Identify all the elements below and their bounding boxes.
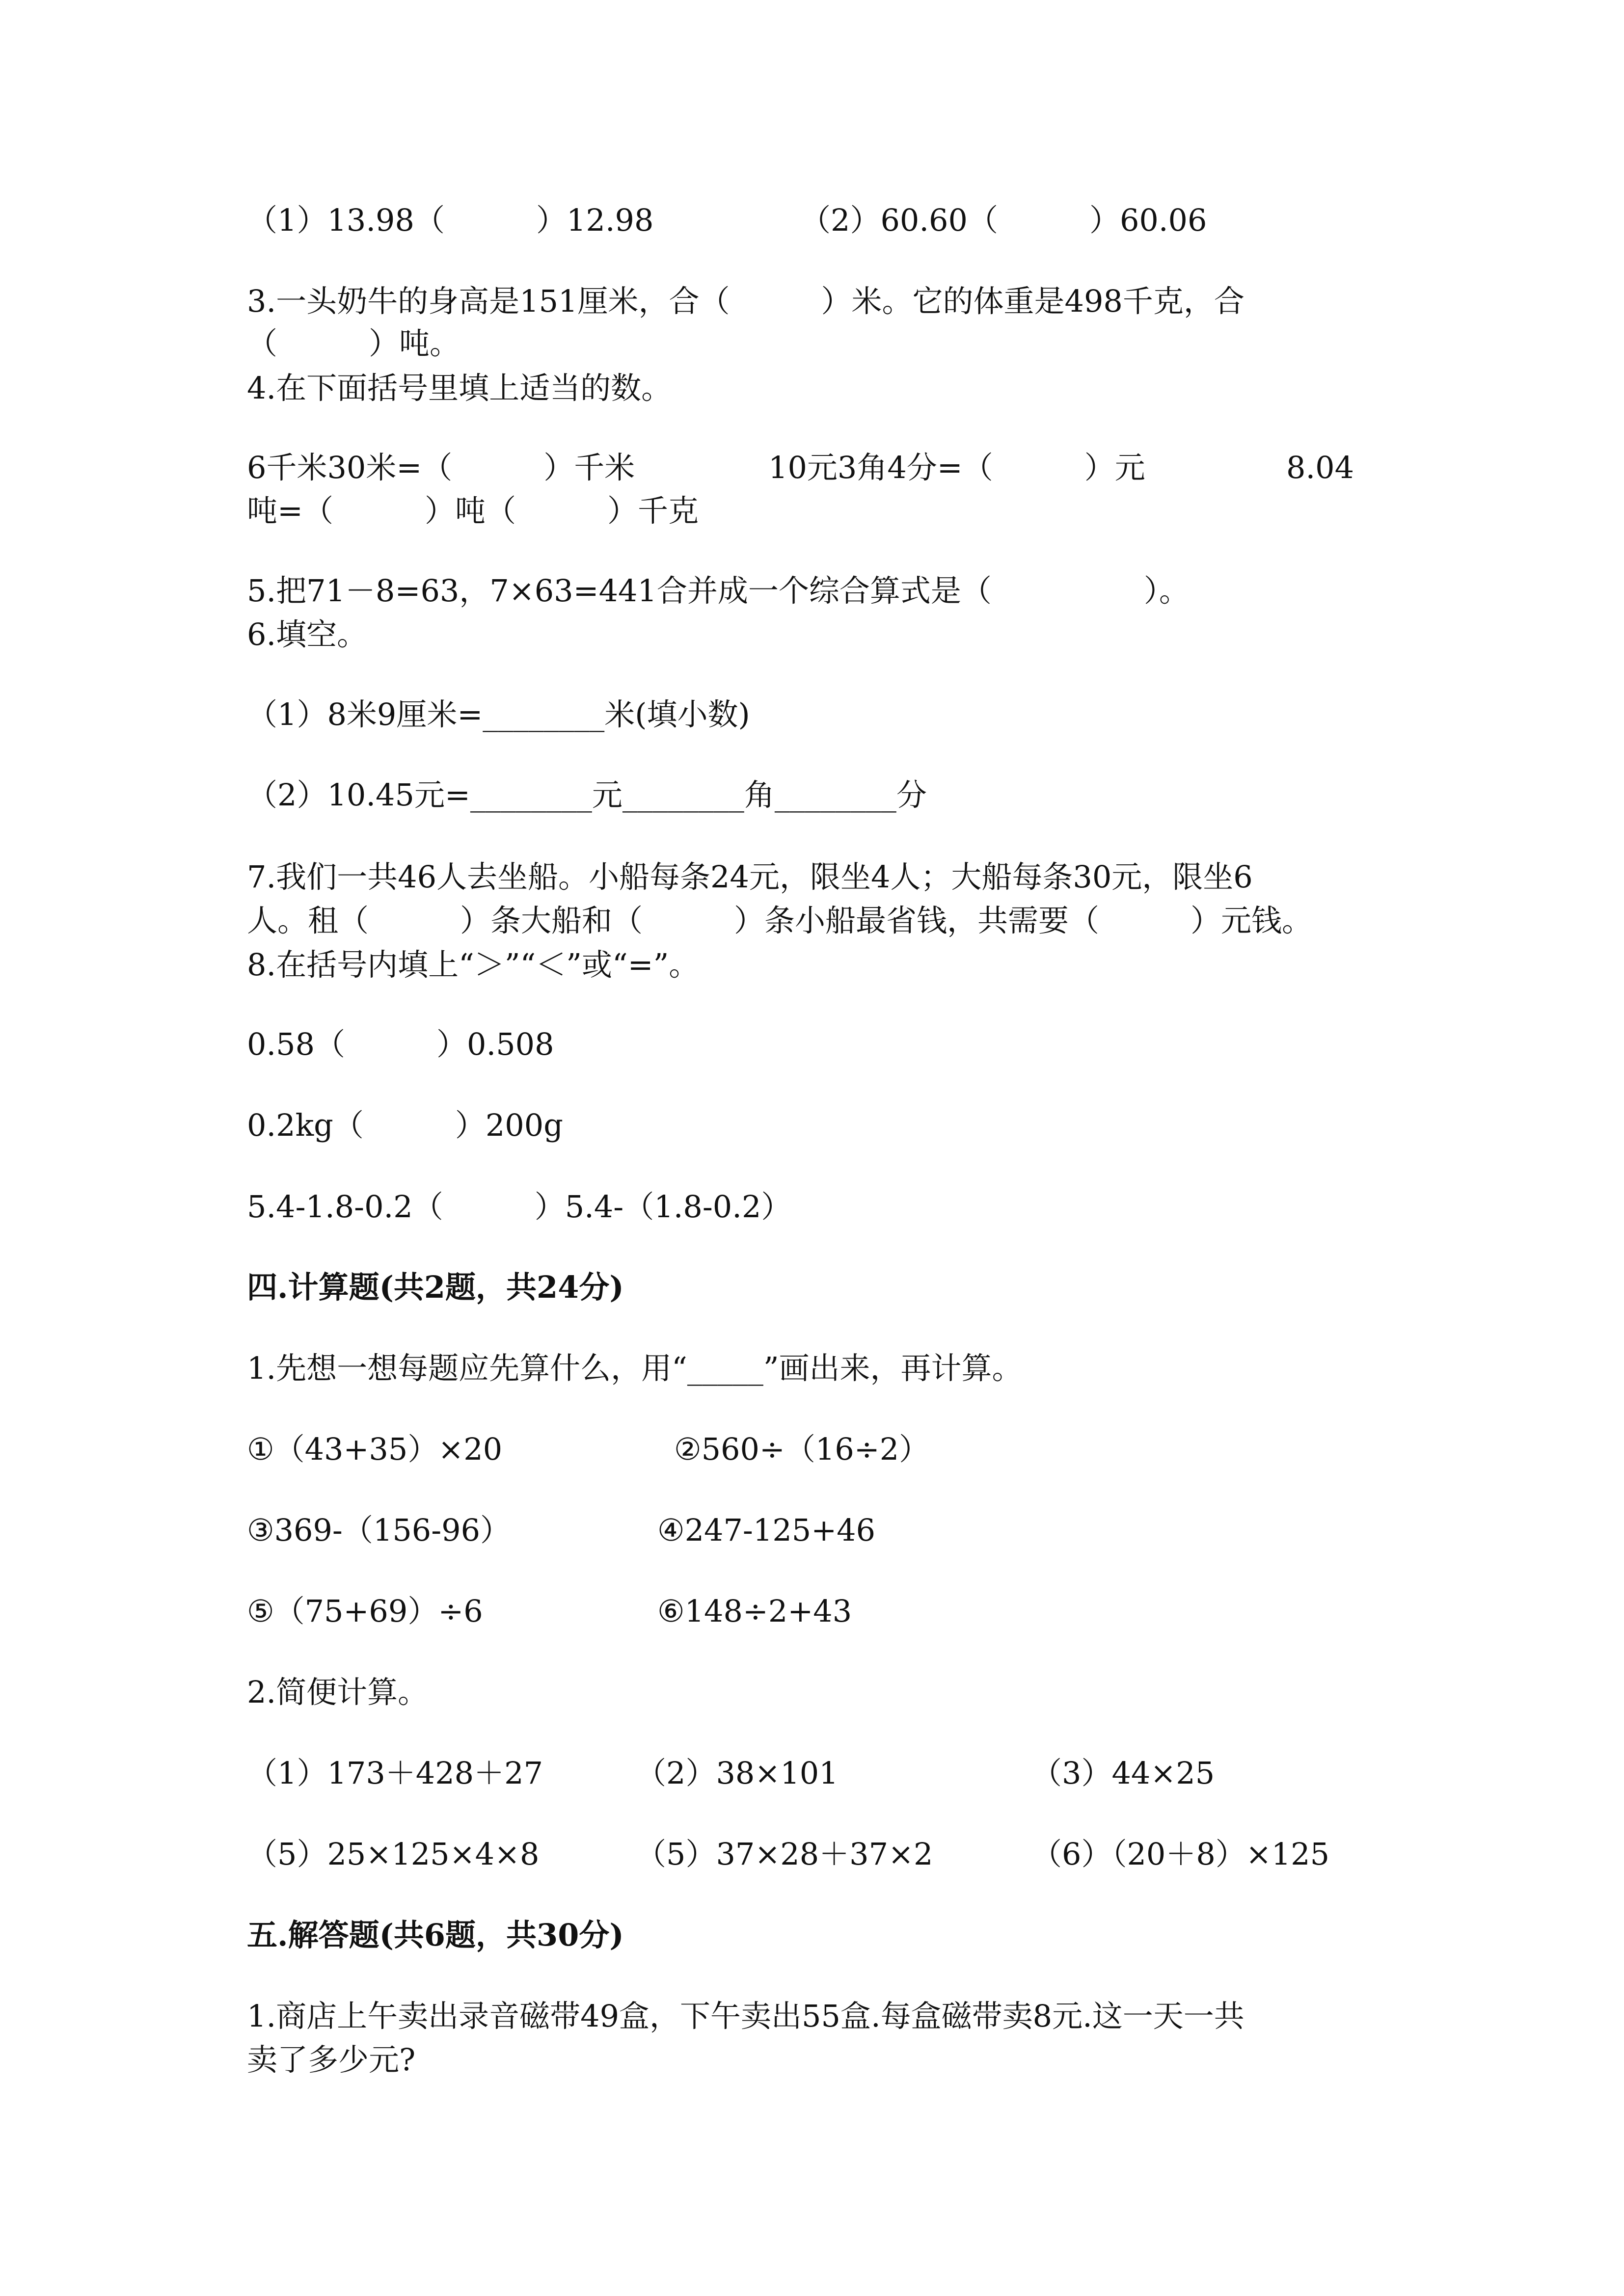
calc-2-item-1: （1）173＋428＋27	[247, 1755, 543, 1791]
calc-2-item-6: （6）（20＋8）×125	[1031, 1836, 1330, 1872]
calc-1-item-5: ⑤（75+69）÷6	[247, 1593, 483, 1629]
question-8: 8.在括号内填上“＞”“＜”或“=”。	[247, 947, 700, 983]
calc-question-1: 1.先想一想每题应先算什么，用“_____”画出来，再计算。	[247, 1350, 1023, 1386]
calc-2-item-2: （2）38×101	[636, 1755, 839, 1791]
q8-item-1: 0.58（ ）0.508	[247, 1026, 554, 1062]
q6-item-2: （2）10.45元=________元________角________分	[247, 777, 927, 813]
calc-2-item-4: （5）25×125×4×8	[247, 1836, 540, 1872]
item-2-1: （1）13.98（ ）12.98	[247, 202, 654, 238]
question-3-cont: （ ）吨。	[247, 325, 460, 361]
calc-1-item-3: ③369-（156-96）	[247, 1512, 511, 1548]
section-5-heading: 五.解答题(共6题，共30分)	[247, 1917, 624, 1953]
question-7-cont: 人。租（ ）条大船和（ ）条小船最省钱，共需要（ ）元钱。	[247, 903, 1313, 938]
q4-item-1: 6千米30米=（ ）千米	[247, 450, 635, 485]
calc-1-item-6: ⑥148÷2+43	[657, 1593, 852, 1629]
calc-1-item-2: ②560÷（16÷2）	[674, 1431, 930, 1467]
item-2-2: （2）60.60（ ）60.06	[800, 202, 1207, 238]
q6-item-1: （1）8米9厘米=________米(填小数)	[247, 696, 750, 732]
calc-1-item-4: ④247-125+46	[657, 1512, 876, 1548]
section-4-heading: 四.计算题(共2题，共24分)	[247, 1269, 624, 1305]
question-7: 7.我们一共46人去坐船。小船每条24元，限坐4人；大船每条30元，限坐6	[247, 859, 1253, 895]
calc-1-item-1: ①（43+35）×20	[247, 1431, 503, 1467]
answer-question-1: 1.商店上午卖出录音磁带49盒，下午卖出55盒.每盒磁带卖8元.这一天一共	[247, 1998, 1245, 2034]
q4-item-2: 10元3角4分=（ ）元	[768, 450, 1145, 485]
question-5: 5.把71－8=63，7×63=441合并成一个综合算式是（ ）。	[247, 573, 1190, 609]
calc-2-item-5: （5）37×28＋37×2	[636, 1836, 933, 1872]
answer-question-1-cont: 卖了多少元?	[247, 2042, 416, 2078]
q8-item-2: 0.2kg（ ）200g	[247, 1107, 563, 1143]
question-3: 3.一头奶牛的身高是151厘米，合（ ）米。它的体重是498千克，合	[247, 283, 1245, 319]
question-6: 6.填空。	[247, 616, 368, 652]
calc-question-2: 2.简便计算。	[247, 1674, 429, 1710]
question-4: 4.在下面括号里填上适当的数。	[247, 370, 672, 406]
q4-item-3: 8.04	[1286, 450, 1354, 485]
q8-item-3: 5.4-1.8-0.2（ ）5.4-（1.8-0.2）	[247, 1189, 792, 1225]
q4-item-3-cont: 吨=（ ）吨（ ）千克	[247, 493, 699, 529]
calc-2-item-3: （3）44×25	[1031, 1755, 1215, 1791]
